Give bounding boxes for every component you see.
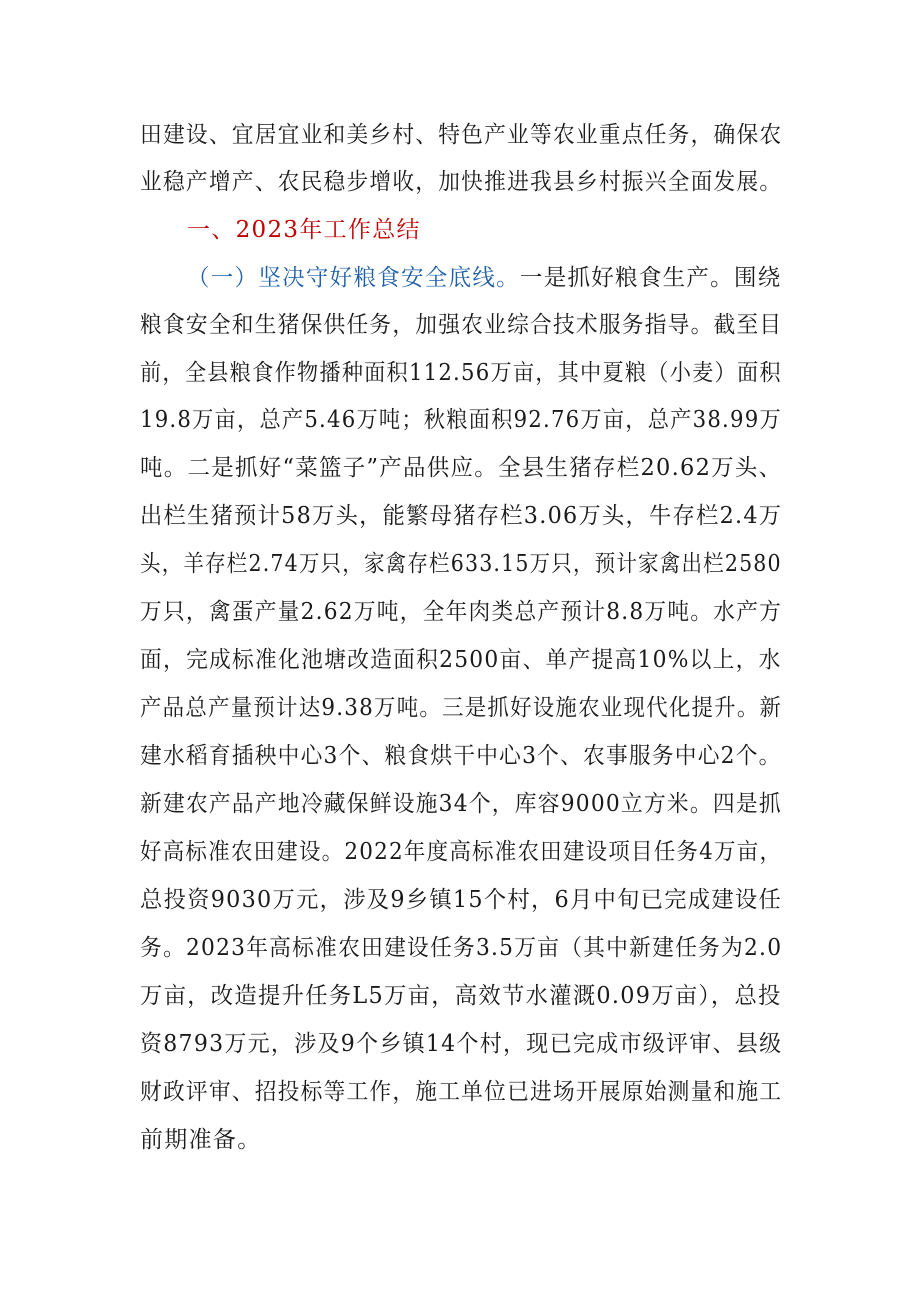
- body-line-last: 前期准备。: [140, 1127, 262, 1153]
- body-line: 好高标准农田建设。2022年度高标准农田建设项目任务4万亩，: [140, 839, 783, 865]
- body-line: 吨。二是抓好“菜篮子”产品供应。全县生猪存栏20.62万头、: [140, 455, 783, 481]
- body-line: 资8793万元，涉及9个乡镇14个村，现已完成市级评审、县级: [140, 1031, 783, 1057]
- subsection-heading: （一）坚决守好粮食安全底线。: [187, 265, 520, 291]
- body-line: 前，全县粮食作物播种面积112.56万亩，其中夏粮（小麦）面积: [140, 360, 782, 386]
- body-line: 建水稻育插秧中心3个、粮食烘干中心3个、农事服务中心2个。: [140, 743, 782, 769]
- body-line: 19.8万亩，总产5.46万吨；秋粮面积92.76万亩，总产38.99万: [140, 407, 782, 433]
- section-heading: 一、2023年工作总结: [187, 217, 421, 243]
- body-line: 万只，禽蛋产量2.62万吨，全年肉类总产预计8.8万吨。水产方: [140, 599, 783, 625]
- body-line: 面，完成标准化池塘改造面积2500亩、单产提高10%以上，水: [140, 647, 782, 673]
- intro-line-2: 业稳产增产、农民稳步增收，加快推进我县乡村振兴全面发展。: [140, 169, 783, 195]
- body-line: 头，羊存栏2.74万只，家禽存栏633.15万只，预计家禽出栏2580: [140, 551, 782, 577]
- body-line: 粮食安全和生猪保供任务，加强农业综合技术服务指导。截至目: [140, 312, 783, 338]
- body-line: 总投资9030万元，涉及9乡镇15个村，6月中旬已完成建设任: [140, 887, 783, 913]
- body-line: 产品总产量预计达9.38万吨。三是抓好设施农业现代化提升。新: [140, 695, 783, 721]
- body-line: 出栏生猪预计58万头，能繁母猪存栏3.06万头，牛存栏2.4万: [140, 503, 783, 529]
- intro-line-1: 田建设、宜居宜业和美乡村、特色产业等农业重点任务，确保农: [140, 122, 783, 148]
- body-line: 财政评审、招投标等工作，施工单位已进场开展原始测量和施工: [140, 1079, 783, 1105]
- body-line: 务。2023年高标准农田建设任务3.5万亩（其中新建任务为2.0: [140, 935, 783, 961]
- body-line: 万亩，改造提升任务L5万亩，高效节水灌溉0.09万亩），总投: [140, 983, 782, 1009]
- paragraph-first-line: [187, 255, 782, 301]
- body-line: 新建农产品产地冷藏保鲜设施34个，库容9000立方米。四是抓: [140, 791, 782, 817]
- first-line-text: 一是抓好粮食生产。围绕: [519, 265, 782, 291]
